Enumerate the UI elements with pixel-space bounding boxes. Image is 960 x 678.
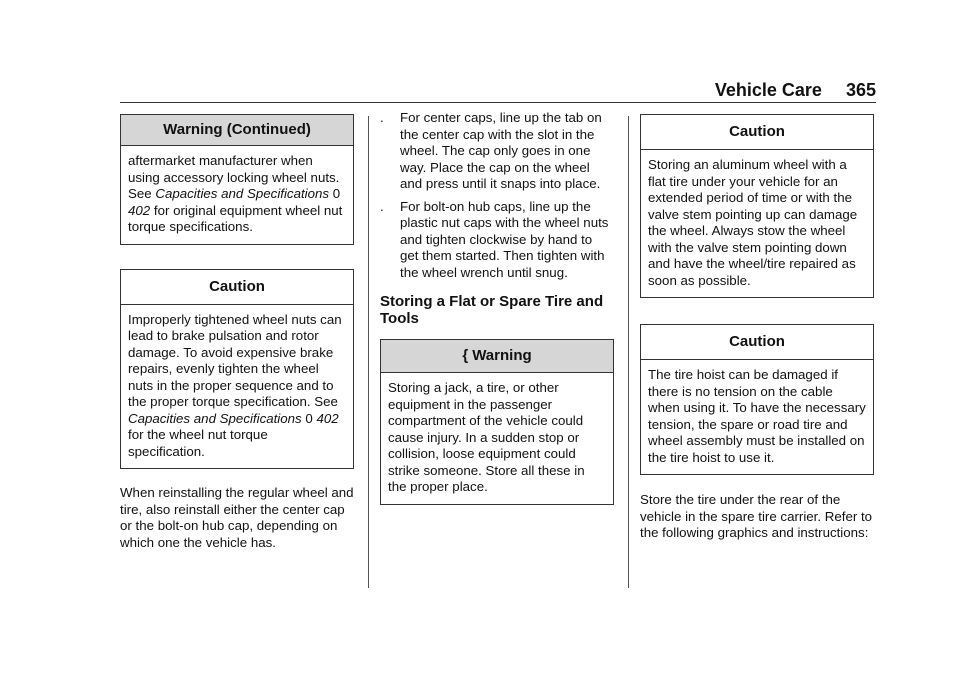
warning-continued-text: aftermarket manufacturer when using accessory locking wheel nuts. See Capacities and Specifications 0 402 for original equipment wheel nut torque specifications. — [128, 153, 343, 234]
caution-text: Storing an aluminum wheel with a flat tire under your vehicle for an extended period of time or with the valve stem pointing up can damage the wheel. Always stow the wheel with the valve stem pointing down and have the wheel/tire repaired as soon as possible. — [648, 157, 858, 288]
column-divider-1 — [368, 116, 369, 588]
bullet-text: For center caps, line up the tab on the center cap with the slot in the wheel. The cap only goes in one way. Place the cap on the wheel and press until it snaps into place. — [400, 110, 602, 191]
caution-box-torque — [120, 269, 354, 470]
cross-reference-link[interactable]: Capacities and Specifications — [155, 186, 330, 201]
caution-title: Caution — [641, 115, 873, 150]
caution-title: Caution — [121, 270, 353, 305]
section-heading: Storing a Flat or Spare Tire and Tools — [380, 293, 604, 327]
column-2 — [380, 110, 614, 505]
warning-box — [380, 339, 614, 505]
section-title: Vehicle Care — [714, 80, 822, 100]
header-rule — [120, 102, 876, 103]
warning-title: { Warning — [381, 340, 613, 373]
warning-continued-title: Warning (Continued) — [121, 115, 353, 146]
page-ref-number[interactable]: 402 — [316, 410, 339, 426]
page-number: 365 — [845, 80, 876, 100]
caution-title: Caution — [641, 325, 873, 360]
reinstall-paragraph: When reinstalling the regular wheel and tire, also reinstall either the center cap or the bolt-on hub cap, depending on which one the vehicle has. — [120, 485, 354, 550]
store-tire-paragraph: Store the tire under the rear of the vehicle in the spare tire carrier. Refer to the following graphics and instructions: — [640, 492, 873, 540]
caution-box-tire-hoist — [640, 324, 874, 475]
column-3 — [640, 114, 874, 542]
warning-continued-box — [120, 114, 354, 245]
page-ref-number[interactable]: 402 — [128, 202, 151, 218]
page-header — [120, 80, 876, 102]
warning-icon: { — [462, 347, 469, 364]
caution-text: The tire hoist can be damaged if there is no tension on the cable when using it. To have the necessary tension, the spare or road tire and wheel assembly must be installed on the tire hoist to use it. — [648, 367, 866, 465]
cross-reference-link[interactable]: Capacities and Specifications — [128, 410, 302, 426]
bullet-text: For bolt-on hub caps, line up the plastic nut caps with the wheel nuts and tighten clockwise by hand to get them started. Then tighten with the wheel wrench until snug. — [400, 198, 609, 280]
list-item — [380, 110, 614, 193]
caution-text: Improperly tightened wheel nuts can lead to brake pulsation and rotor damage. To avoid expensive brake repairs, evenly tighten the wheel nuts in the proper sequence and to the proper torque specification. See Capacities and Specifications 0 402 for the wheel nut torque specification. — [128, 311, 342, 459]
warning-text: Storing a jack, a tire, or other equipment in the passenger compartment of the vehicle could cause injury. In a sudden stop or collision, loose equipment could strike someone. Store all these in the proper place. — [388, 380, 585, 494]
page-ref-arrow-icon: 0 — [305, 410, 313, 426]
column-1 — [120, 114, 354, 551]
bullet-marker: . — [380, 198, 384, 214]
bullet-marker: . — [380, 110, 384, 125]
page-ref-arrow-icon: 0 — [332, 186, 341, 201]
column-divider-2 — [628, 116, 629, 588]
caution-box-aluminum-wheel — [640, 114, 874, 298]
list-item — [380, 199, 614, 282]
